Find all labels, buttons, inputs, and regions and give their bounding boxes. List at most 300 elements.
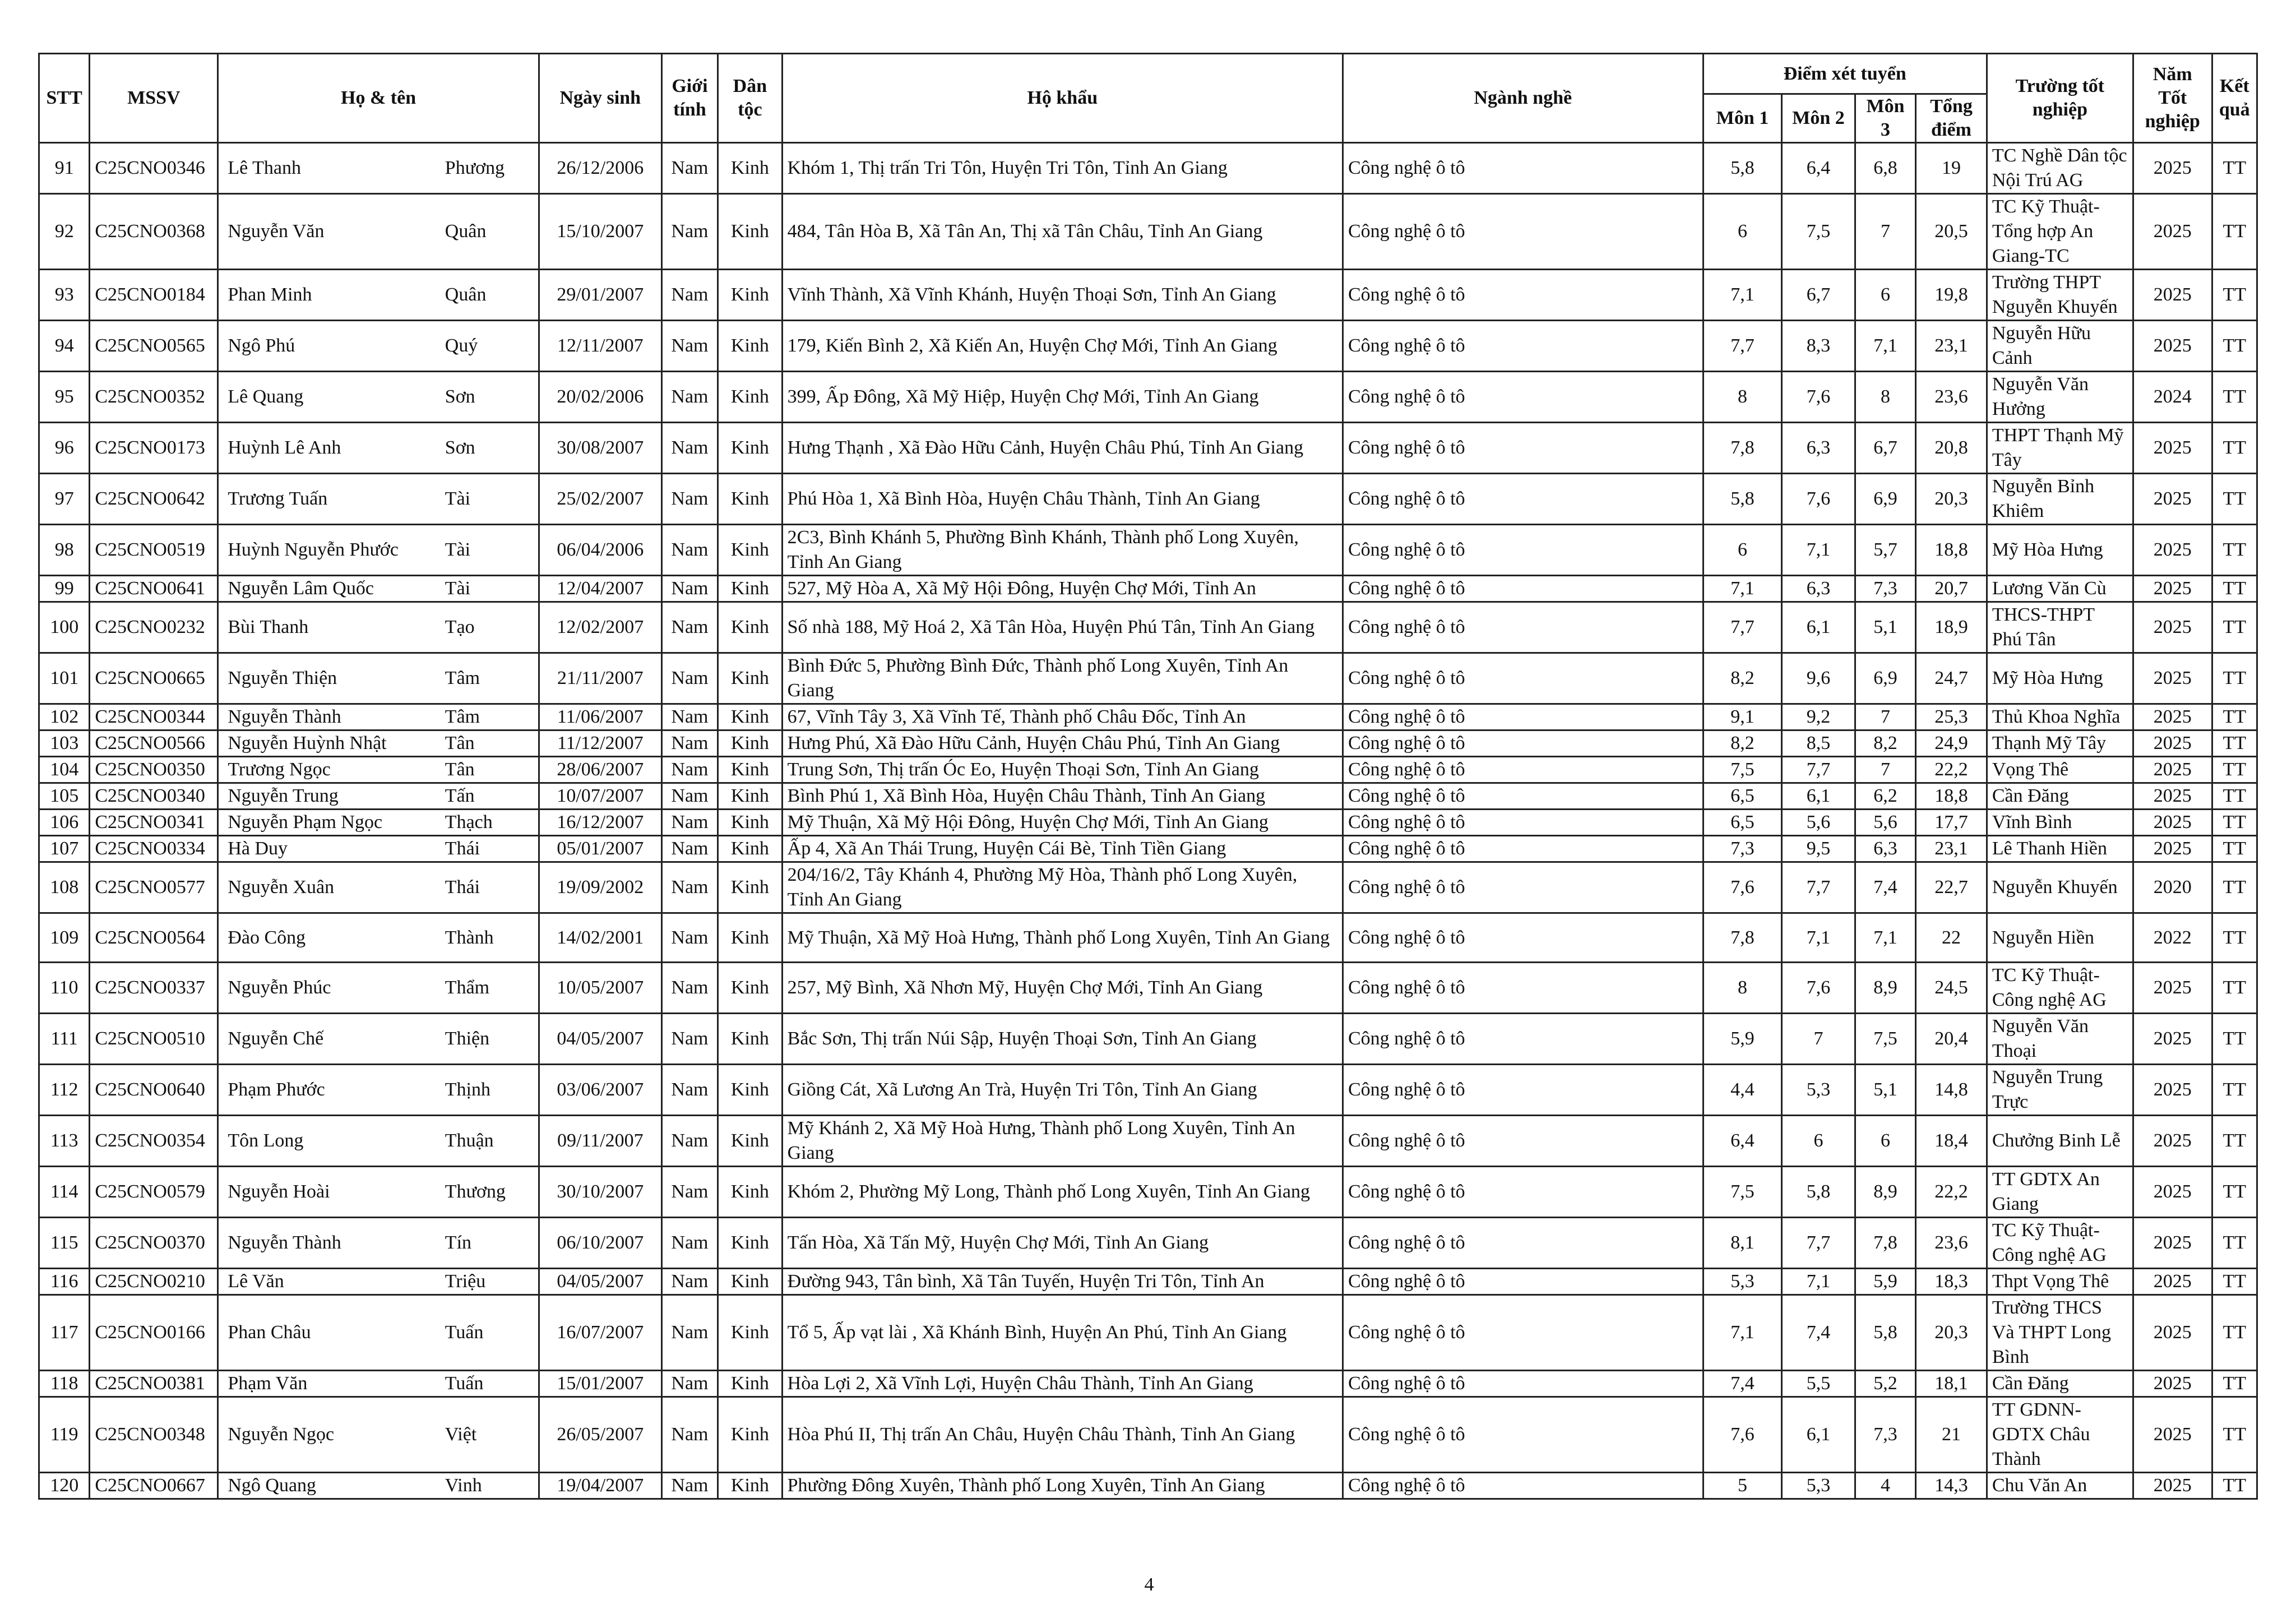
cell-gender: Nam xyxy=(661,1397,718,1473)
cell-stt: 120 xyxy=(39,1473,90,1499)
cell-name xyxy=(218,963,539,1014)
col-mssv: MSSV xyxy=(90,54,218,143)
admission-results-table xyxy=(38,53,2258,1500)
cell-given-name: Triệu xyxy=(445,1271,486,1292)
cell-address: Trung Sơn, Thị trấn Óc Eo, Huyện Thoại Sơn, Tỉnh An Giang xyxy=(782,757,1343,783)
cell-stt: 115 xyxy=(39,1218,90,1269)
cell-result: TT xyxy=(2212,143,2257,194)
cell-gender: Nam xyxy=(661,474,718,525)
cell-year: 2024 xyxy=(2133,372,2212,423)
cell-dob: 20/02/2006 xyxy=(539,372,661,423)
cell-result: TT xyxy=(2212,194,2257,270)
cell-name xyxy=(218,862,539,913)
cell-stt: 108 xyxy=(39,862,90,913)
cell-name xyxy=(218,1014,539,1065)
cell-ethnicity: Kinh xyxy=(718,653,782,704)
cell-result: TT xyxy=(2212,1473,2257,1499)
cell-mon1: 6,5 xyxy=(1703,783,1782,810)
cell-dob: 14/02/2001 xyxy=(539,913,661,963)
cell-mon1: 7,7 xyxy=(1703,602,1782,653)
cell-mon2: 7 xyxy=(1782,1014,1855,1065)
cell-address: Bắc Sơn, Thị trấn Núi Sập, Huyện Thoại Sơn, Tỉnh An Giang xyxy=(782,1014,1343,1065)
cell-address: 2C3, Bình Khánh 5, Phường Bình Khánh, Thành phố Long Xuyên, Tỉnh An Giang xyxy=(782,525,1343,576)
table-row xyxy=(39,423,2257,474)
cell-mon3: 5,9 xyxy=(1855,1269,1915,1295)
cell-name xyxy=(218,653,539,704)
cell-major: Công nghệ ô tô xyxy=(1343,1269,1703,1295)
table-row xyxy=(39,913,2257,963)
cell-result: TT xyxy=(2212,1295,2257,1371)
cell-mssv: C25CNO0344 xyxy=(90,704,218,730)
cell-gender: Nam xyxy=(661,653,718,704)
cell-mon3: 7,1 xyxy=(1855,321,1915,372)
cell-ethnicity: Kinh xyxy=(718,783,782,810)
cell-family-name: Đào Công xyxy=(228,927,306,948)
cell-dob: 10/05/2007 xyxy=(539,963,661,1014)
cell-major: Công nghệ ô tô xyxy=(1343,730,1703,757)
cell-mon2: 9,6 xyxy=(1782,653,1855,704)
cell-dob: 06/04/2006 xyxy=(539,525,661,576)
cell-result: TT xyxy=(2212,474,2257,525)
cell-major: Công nghệ ô tô xyxy=(1343,474,1703,525)
cell-address: Vĩnh Thành, Xã Vĩnh Khánh, Huyện Thoại Sơn, Tỉnh An Giang xyxy=(782,270,1343,321)
cell-address: Số nhà 188, Mỹ Hoá 2, Xã Tân Hòa, Huyện Phú Tân, Tỉnh An Giang xyxy=(782,602,1343,653)
cell-ethnicity: Kinh xyxy=(718,525,782,576)
cell-stt: 113 xyxy=(39,1116,90,1167)
cell-family-name: Phạm Văn xyxy=(228,1373,308,1394)
cell-dob: 28/06/2007 xyxy=(539,757,661,783)
cell-mon2: 7,6 xyxy=(1782,474,1855,525)
cell-dob: 11/06/2007 xyxy=(539,704,661,730)
cell-major: Công nghệ ô tô xyxy=(1343,1295,1703,1371)
cell-name xyxy=(218,1371,539,1397)
cell-mon2: 7,6 xyxy=(1782,372,1855,423)
cell-dob: 10/07/2007 xyxy=(539,783,661,810)
cell-mon2: 8,5 xyxy=(1782,730,1855,757)
cell-mon1: 6 xyxy=(1703,525,1782,576)
cell-family-name: Lê Văn xyxy=(228,1271,284,1292)
cell-mon3: 6,3 xyxy=(1855,836,1915,862)
cell-family-name: Lê Quang xyxy=(228,386,304,407)
cell-gender: Nam xyxy=(661,1116,718,1167)
cell-year: 2025 xyxy=(2133,1371,2212,1397)
cell-address: Hưng Phú, Xã Đào Hữu Cảnh, Huyện Châu Phú, Tỉnh An Giang xyxy=(782,730,1343,757)
cell-result: TT xyxy=(2212,730,2257,757)
cell-family-name: Nguyễn Lâm Quốc xyxy=(228,578,374,599)
cell-address: Mỹ Thuận, Xã Mỹ Hoà Hưng, Thành phố Long Xuyên, Tỉnh An Giang xyxy=(782,913,1343,963)
cell-gender: Nam xyxy=(661,783,718,810)
cell-name xyxy=(218,836,539,862)
cell-family-name: Lê Thanh xyxy=(228,158,301,178)
cell-year: 2025 xyxy=(2133,1065,2212,1116)
cell-mon3: 5,6 xyxy=(1855,810,1915,836)
cell-total: 24,9 xyxy=(1916,730,1987,757)
table-row xyxy=(39,143,2257,194)
cell-ethnicity: Kinh xyxy=(718,810,782,836)
cell-year: 2020 xyxy=(2133,862,2212,913)
cell-school: Lương Văn Cù xyxy=(1987,576,2133,602)
cell-stt: 103 xyxy=(39,730,90,757)
cell-year: 2025 xyxy=(2133,836,2212,862)
cell-total: 20,8 xyxy=(1916,423,1987,474)
col-mon3: Môn 3 xyxy=(1855,94,1915,143)
cell-mon1: 4,4 xyxy=(1703,1065,1782,1116)
cell-dob: 12/11/2007 xyxy=(539,321,661,372)
cell-mon2: 5,6 xyxy=(1782,810,1855,836)
cell-name xyxy=(218,1065,539,1116)
cell-gender: Nam xyxy=(661,602,718,653)
cell-ethnicity: Kinh xyxy=(718,1371,782,1397)
cell-mssv: C25CNO0341 xyxy=(90,810,218,836)
cell-name xyxy=(218,1167,539,1218)
cell-mon3: 7 xyxy=(1855,194,1915,270)
cell-stt: 116 xyxy=(39,1269,90,1295)
cell-major: Công nghệ ô tô xyxy=(1343,1371,1703,1397)
cell-result: TT xyxy=(2212,653,2257,704)
cell-mon3: 7,1 xyxy=(1855,913,1915,963)
cell-name xyxy=(218,423,539,474)
cell-address: Phú Hòa 1, Xã Bình Hòa, Huyện Châu Thành, Tỉnh An Giang xyxy=(782,474,1343,525)
cell-name xyxy=(218,1218,539,1269)
cell-school: Nguyễn Hiền xyxy=(1987,913,2133,963)
cell-address: Mỹ Khánh 2, Xã Mỹ Hoà Hưng, Thành phố Long Xuyên, Tỉnh An Giang xyxy=(782,1116,1343,1167)
cell-ethnicity: Kinh xyxy=(718,1167,782,1218)
cell-ethnicity: Kinh xyxy=(718,1014,782,1065)
cell-name xyxy=(218,372,539,423)
cell-gender: Nam xyxy=(661,704,718,730)
cell-mon2: 5,3 xyxy=(1782,1473,1855,1499)
table-row xyxy=(39,1218,2257,1269)
cell-ethnicity: Kinh xyxy=(718,602,782,653)
cell-total: 20,3 xyxy=(1916,474,1987,525)
cell-mon2: 7,7 xyxy=(1782,862,1855,913)
cell-total: 23,1 xyxy=(1916,836,1987,862)
cell-result: TT xyxy=(2212,1116,2257,1167)
cell-given-name: Sơn xyxy=(445,437,475,458)
cell-dob: 16/12/2007 xyxy=(539,810,661,836)
cell-gender: Nam xyxy=(661,143,718,194)
table-row xyxy=(39,372,2257,423)
cell-address: Đường 943, Tân bình, Xã Tân Tuyến, Huyện Tri Tôn, Tỉnh An xyxy=(782,1269,1343,1295)
col-ethnicity: Dân tộc xyxy=(718,54,782,143)
cell-mon3: 5,2 xyxy=(1855,1371,1915,1397)
table-row xyxy=(39,704,2257,730)
cell-dob: 15/01/2007 xyxy=(539,1371,661,1397)
cell-gender: Nam xyxy=(661,1295,718,1371)
cell-mon1: 7,8 xyxy=(1703,913,1782,963)
cell-address: 67, Vĩnh Tây 3, Xã Vĩnh Tế, Thành phố Châu Đốc, Tỉnh An xyxy=(782,704,1343,730)
cell-name xyxy=(218,730,539,757)
cell-major: Công nghệ ô tô xyxy=(1343,836,1703,862)
cell-family-name: Nguyễn Hoài xyxy=(228,1181,330,1202)
cell-given-name: Thiện xyxy=(445,1028,490,1049)
cell-given-name: Thạch xyxy=(445,812,493,833)
cell-result: TT xyxy=(2212,423,2257,474)
cell-mssv: C25CNO0368 xyxy=(90,194,218,270)
cell-mssv: C25CNO0210 xyxy=(90,1269,218,1295)
cell-given-name: Thành xyxy=(445,927,494,948)
cell-major: Công nghệ ô tô xyxy=(1343,1116,1703,1167)
cell-total: 18,3 xyxy=(1916,1269,1987,1295)
cell-year: 2025 xyxy=(2133,704,2212,730)
cell-mon2: 5,8 xyxy=(1782,1167,1855,1218)
cell-ethnicity: Kinh xyxy=(718,963,782,1014)
cell-result: TT xyxy=(2212,602,2257,653)
table-row xyxy=(39,602,2257,653)
cell-result: TT xyxy=(2212,576,2257,602)
cell-given-name: Thái xyxy=(445,838,480,859)
cell-mssv: C25CNO0184 xyxy=(90,270,218,321)
cell-mon1: 7,6 xyxy=(1703,1397,1782,1473)
cell-address: Tổ 5, Ấp vạt lài , Xã Khánh Bình, Huyện An Phú, Tỉnh An Giang xyxy=(782,1295,1343,1371)
col-mon1: Môn 1 xyxy=(1703,94,1782,143)
cell-address: Ấp 4, Xã An Thái Trung, Huyện Cái Bè, Tỉnh Tiền Giang xyxy=(782,836,1343,862)
cell-family-name: Nguyễn Chế xyxy=(228,1028,324,1049)
cell-stt: 93 xyxy=(39,270,90,321)
cell-major: Công nghệ ô tô xyxy=(1343,194,1703,270)
cell-dob: 11/12/2007 xyxy=(539,730,661,757)
cell-given-name: Quý xyxy=(445,335,478,356)
cell-mssv: C25CNO0565 xyxy=(90,321,218,372)
cell-family-name: Huỳnh Nguyễn Phước xyxy=(228,539,399,560)
cell-mon1: 7,8 xyxy=(1703,423,1782,474)
cell-family-name: Phạm Phước xyxy=(228,1079,325,1100)
cell-school: Nguyễn Trung Trực xyxy=(1987,1065,2133,1116)
cell-gender: Nam xyxy=(661,194,718,270)
cell-dob: 09/11/2007 xyxy=(539,1116,661,1167)
cell-year: 2025 xyxy=(2133,1116,2212,1167)
cell-major: Công nghệ ô tô xyxy=(1343,1065,1703,1116)
cell-total: 22,2 xyxy=(1916,1167,1987,1218)
cell-dob: 16/07/2007 xyxy=(539,1295,661,1371)
cell-given-name: Quân xyxy=(445,284,487,305)
table-row xyxy=(39,836,2257,862)
cell-family-name: Hà Duy xyxy=(228,838,288,859)
cell-result: TT xyxy=(2212,1167,2257,1218)
cell-ethnicity: Kinh xyxy=(718,1269,782,1295)
cell-total: 14,3 xyxy=(1916,1473,1987,1499)
cell-mon2: 6,1 xyxy=(1782,1397,1855,1473)
cell-mon3: 6,7 xyxy=(1855,423,1915,474)
cell-dob: 04/05/2007 xyxy=(539,1014,661,1065)
table-row xyxy=(39,321,2257,372)
cell-result: TT xyxy=(2212,270,2257,321)
cell-major: Công nghệ ô tô xyxy=(1343,653,1703,704)
cell-given-name: Tài xyxy=(445,578,471,599)
cell-address: 179, Kiến Bình 2, Xã Kiến An, Huyện Chợ Mới, Tỉnh An Giang xyxy=(782,321,1343,372)
cell-mssv: C25CNO0519 xyxy=(90,525,218,576)
cell-ethnicity: Kinh xyxy=(718,1116,782,1167)
cell-school: TC Kỹ Thuật-Công nghệ AG xyxy=(1987,963,2133,1014)
cell-gender: Nam xyxy=(661,757,718,783)
table-row xyxy=(39,1014,2257,1065)
cell-total: 18,9 xyxy=(1916,602,1987,653)
cell-major: Công nghệ ô tô xyxy=(1343,1397,1703,1473)
cell-school: Chu Văn An xyxy=(1987,1473,2133,1499)
cell-year: 2025 xyxy=(2133,1397,2212,1473)
table-row xyxy=(39,1116,2257,1167)
cell-name xyxy=(218,194,539,270)
cell-address: 204/16/2, Tây Khánh 4, Phường Mỹ Hòa, Thành phố Long Xuyên, Tỉnh An Giang xyxy=(782,862,1343,913)
cell-mon3: 8,2 xyxy=(1855,730,1915,757)
table-row xyxy=(39,1269,2257,1295)
cell-address: 257, Mỹ Bình, Xã Nhơn Mỹ, Huyện Chợ Mới, Tỉnh An Giang xyxy=(782,963,1343,1014)
cell-address: Tấn Hòa, Xã Tấn Mỹ, Huyện Chợ Mới, Tỉnh An Giang xyxy=(782,1218,1343,1269)
cell-stt: 111 xyxy=(39,1014,90,1065)
cell-mon1: 7,1 xyxy=(1703,576,1782,602)
cell-total: 20,7 xyxy=(1916,576,1987,602)
table-body xyxy=(39,143,2257,1499)
cell-mssv: C25CNO0665 xyxy=(90,653,218,704)
cell-gender: Nam xyxy=(661,372,718,423)
cell-stt: 112 xyxy=(39,1065,90,1116)
cell-family-name: Huỳnh Lê Anh xyxy=(228,437,341,458)
cell-total: 25,3 xyxy=(1916,704,1987,730)
cell-gender: Nam xyxy=(661,836,718,862)
cell-address: Hòa Lợi 2, Xã Vĩnh Lợi, Huyện Châu Thành, Tỉnh An Giang xyxy=(782,1371,1343,1397)
cell-school: Trường THCS Và THPT Long Bình xyxy=(1987,1295,2133,1371)
col-dob: Ngày sinh xyxy=(539,54,661,143)
cell-mssv: C25CNO0510 xyxy=(90,1014,218,1065)
cell-family-name: Nguyễn Trung xyxy=(228,785,339,806)
col-gender: Giới tính xyxy=(661,54,718,143)
cell-dob: 06/10/2007 xyxy=(539,1218,661,1269)
cell-school: Chưởng Binh Lễ xyxy=(1987,1116,2133,1167)
cell-result: TT xyxy=(2212,1269,2257,1295)
cell-total: 24,5 xyxy=(1916,963,1987,1014)
cell-mssv: C25CNO0350 xyxy=(90,757,218,783)
cell-stt: 96 xyxy=(39,423,90,474)
table-row xyxy=(39,525,2257,576)
cell-mon3: 6 xyxy=(1855,1116,1915,1167)
cell-mon3: 6,9 xyxy=(1855,653,1915,704)
col-mon2: Môn 2 xyxy=(1782,94,1855,143)
table-row xyxy=(39,1065,2257,1116)
cell-mssv: C25CNO0667 xyxy=(90,1473,218,1499)
cell-stt: 114 xyxy=(39,1167,90,1218)
cell-mon1: 8,2 xyxy=(1703,653,1782,704)
table-row xyxy=(39,1295,2257,1371)
cell-mon3: 5,8 xyxy=(1855,1295,1915,1371)
cell-gender: Nam xyxy=(661,810,718,836)
cell-name xyxy=(218,602,539,653)
cell-school: TC Kỹ Thuật-Tổng hợp An Giang-TC xyxy=(1987,194,2133,270)
cell-mssv: C25CNO0642 xyxy=(90,474,218,525)
cell-dob: 25/02/2007 xyxy=(539,474,661,525)
cell-mon3: 7,5 xyxy=(1855,1014,1915,1065)
cell-year: 2025 xyxy=(2133,270,2212,321)
cell-given-name: Tân xyxy=(445,733,475,753)
cell-given-name: Thẩm xyxy=(445,977,490,998)
cell-name xyxy=(218,810,539,836)
cell-mssv: C25CNO0352 xyxy=(90,372,218,423)
cell-major: Công nghệ ô tô xyxy=(1343,783,1703,810)
cell-mon3: 4 xyxy=(1855,1473,1915,1499)
cell-major: Công nghệ ô tô xyxy=(1343,270,1703,321)
cell-mon3: 8,9 xyxy=(1855,963,1915,1014)
cell-major: Công nghệ ô tô xyxy=(1343,704,1703,730)
cell-mon3: 7,8 xyxy=(1855,1218,1915,1269)
cell-school: Cần Đăng xyxy=(1987,1371,2133,1397)
cell-year: 2025 xyxy=(2133,653,2212,704)
cell-mon1: 5,8 xyxy=(1703,474,1782,525)
cell-total: 18,4 xyxy=(1916,1116,1987,1167)
cell-mssv: C25CNO0564 xyxy=(90,913,218,963)
cell-name xyxy=(218,270,539,321)
table-row xyxy=(39,1167,2257,1218)
cell-ethnicity: Kinh xyxy=(718,143,782,194)
cell-mon1: 5,8 xyxy=(1703,143,1782,194)
cell-school: TT GDTX An Giang xyxy=(1987,1167,2133,1218)
cell-year: 2025 xyxy=(2133,757,2212,783)
cell-total: 20,4 xyxy=(1916,1014,1987,1065)
cell-major: Công nghệ ô tô xyxy=(1343,913,1703,963)
cell-gender: Nam xyxy=(661,321,718,372)
cell-ethnicity: Kinh xyxy=(718,1218,782,1269)
cell-given-name: Thương xyxy=(445,1181,506,1202)
cell-school: Thủ Khoa Nghĩa xyxy=(1987,704,2133,730)
cell-ethnicity: Kinh xyxy=(718,1473,782,1499)
cell-major: Công nghệ ô tô xyxy=(1343,525,1703,576)
cell-mon3: 7 xyxy=(1855,757,1915,783)
cell-result: TT xyxy=(2212,321,2257,372)
cell-name xyxy=(218,1397,539,1473)
cell-mon2: 6,3 xyxy=(1782,576,1855,602)
cell-mon3: 7,3 xyxy=(1855,1397,1915,1473)
cell-school: TC Nghề Dân tộc Nội Trú AG xyxy=(1987,143,2133,194)
cell-ethnicity: Kinh xyxy=(718,1295,782,1371)
cell-mssv: C25CNO0354 xyxy=(90,1116,218,1167)
col-stt: STT xyxy=(39,54,90,143)
cell-family-name: Nguyễn Xuân xyxy=(228,877,335,898)
cell-ethnicity: Kinh xyxy=(718,1397,782,1473)
cell-given-name: Tân xyxy=(445,759,475,780)
cell-stt: 95 xyxy=(39,372,90,423)
cell-ethnicity: Kinh xyxy=(718,1065,782,1116)
cell-total: 24,7 xyxy=(1916,653,1987,704)
cell-mon1: 7,1 xyxy=(1703,270,1782,321)
cell-mon3: 5,7 xyxy=(1855,525,1915,576)
cell-family-name: Ngô Quang xyxy=(228,1475,317,1496)
cell-mon3: 6,8 xyxy=(1855,143,1915,194)
cell-total: 21 xyxy=(1916,1397,1987,1473)
cell-dob: 19/04/2007 xyxy=(539,1473,661,1499)
cell-name xyxy=(218,1295,539,1371)
cell-result: TT xyxy=(2212,1218,2257,1269)
cell-address: Khóm 2, Phường Mỹ Long, Thành phố Long Xuyên, Tỉnh An Giang xyxy=(782,1167,1343,1218)
cell-ethnicity: Kinh xyxy=(718,862,782,913)
cell-given-name: Tài xyxy=(445,539,471,560)
cell-name xyxy=(218,1116,539,1167)
cell-mon2: 6,1 xyxy=(1782,602,1855,653)
cell-given-name: Tạo xyxy=(445,617,475,637)
cell-school: Nguyễn Hữu Cảnh xyxy=(1987,321,2133,372)
cell-given-name: Tuấn xyxy=(445,1373,484,1394)
cell-mssv: C25CNO0348 xyxy=(90,1397,218,1473)
cell-dob: 03/06/2007 xyxy=(539,1065,661,1116)
cell-school: Nguyễn Văn Hưởng xyxy=(1987,372,2133,423)
cell-mssv: C25CNO0640 xyxy=(90,1065,218,1116)
cell-given-name: Phương xyxy=(445,158,505,178)
cell-mon2: 7,7 xyxy=(1782,757,1855,783)
cell-result: TT xyxy=(2212,862,2257,913)
cell-mssv: C25CNO0346 xyxy=(90,143,218,194)
cell-name xyxy=(218,704,539,730)
cell-school: Vĩnh Bình xyxy=(1987,810,2133,836)
cell-dob: 29/01/2007 xyxy=(539,270,661,321)
cell-gender: Nam xyxy=(661,270,718,321)
cell-ethnicity: Kinh xyxy=(718,270,782,321)
